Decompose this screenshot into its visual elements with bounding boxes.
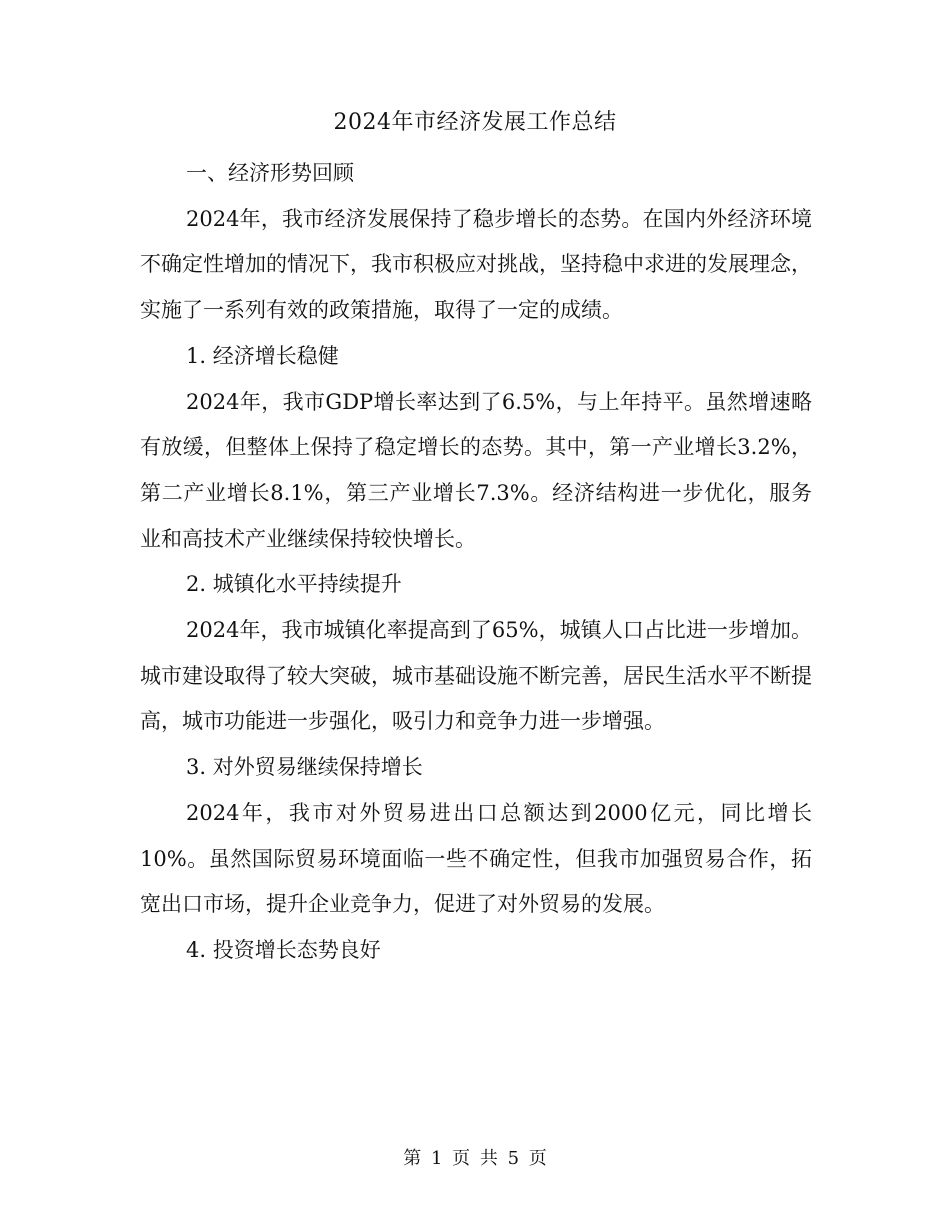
page-number-footer: 第 1 页 共 5 页 xyxy=(403,1148,547,1169)
subsection-heading: 3. 对外贸易继续保持增长 xyxy=(186,755,423,780)
paragraph: 2024年，我市城镇化率提高到了65%，城镇人口占比进一步增加。城市建设取得了较大突破，城市基础设施不断完善，居民生活水平不断提高，城市功能进一步强化，吸引力和竞争力进一步增强。 xyxy=(140,618,812,734)
paragraph: 2024年，我市对外贸易进出口总额达到2000亿元，同比增长10%。虽然国际贸易环境面临一些不确定性，但我市加强贸易合作，拓宽出口市场，提升企业竞争力，促进了对外贸易的发展。 xyxy=(140,800,812,917)
section-heading: 一、经济形势回顾 xyxy=(186,161,354,185)
document-body xyxy=(140,151,812,974)
paragraph: 2024年，我市经济发展保持了稳步增长的态势。在国内外经济环境不确定性增加的情况下，我市积极应对挑战，坚持稳中求进的发展理念，实施了一系列有效的政策措施，取得了一定的成绩。 xyxy=(140,206,812,323)
subsection-heading: 1. 经济增长稳健 xyxy=(186,343,339,368)
paragraph: 2024年，我市GDP增长率达到了6.5%，与上年持平。虽然增速略有放缓，但整体上保持了稳定增长的态势。其中，第一产业增长3.2%，第二产业增长8.1%，第三产业增长7.3%。经济结构进一步优化，服务业和高技术产业继续保持较快增长。 xyxy=(140,389,812,551)
subsection-heading: 2. 城镇化水平持续提升 xyxy=(186,572,402,597)
document-title: 2024年市经济发展工作总结 xyxy=(333,110,617,135)
subsection-heading: 4. 投资增长态势良好 xyxy=(186,937,381,962)
